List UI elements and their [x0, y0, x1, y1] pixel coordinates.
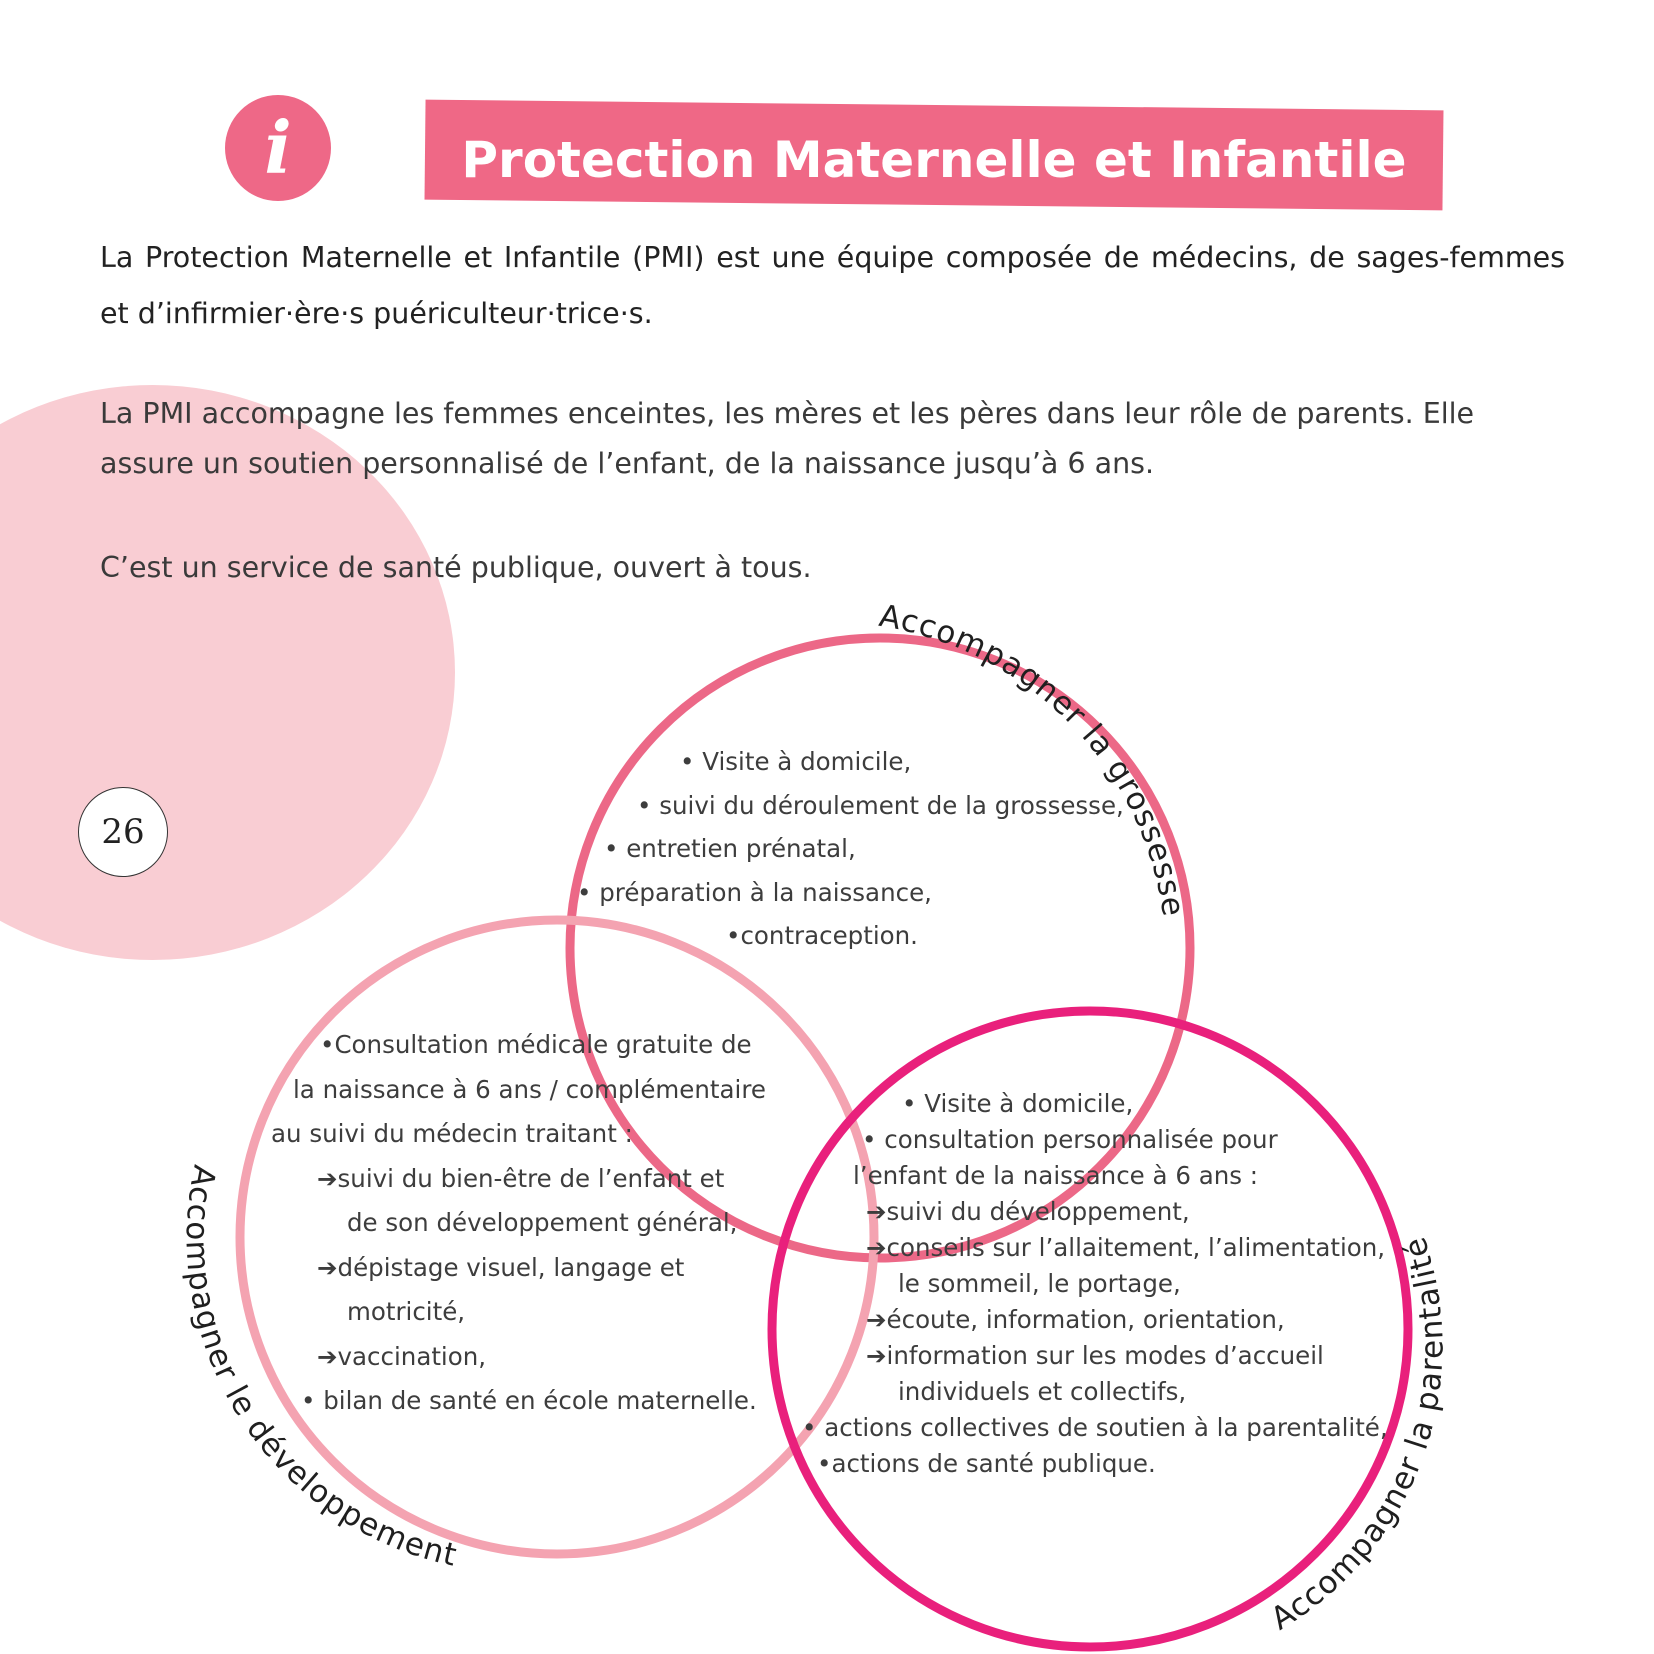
intro-paragraph-2: La PMI accompagne les femmes enceintes, les mères et les pères dans leur rôle de parents. Elle assure un soutien personnalisé de l’enfant, de la naissance jusqu’à 6 ans.	[100, 397, 1475, 480]
list-item: la naissance à 6 ans / complémentaire	[293, 1074, 766, 1104]
list-item: ➔vaccination,	[317, 1341, 487, 1371]
list-item: le sommeil, le portage,	[898, 1269, 1181, 1298]
list-item: ➔suivi du développement,	[866, 1197, 1190, 1226]
list-item: •Consultation médicale gratuite de	[320, 1030, 752, 1059]
list-item: ➔dépistage visuel, langage et	[317, 1252, 685, 1282]
list-item: • entretien prénatal,	[604, 834, 856, 863]
list-item: • Visite à domicile,	[902, 1089, 1134, 1118]
list-item: ➔information sur les modes d’accueil	[866, 1341, 1324, 1370]
list-item: • Visite à domicile,	[680, 747, 912, 776]
list-grossesse	[0, 740, 1124, 958]
intro-paragraph-3: C’est un service de santé publique, ouvert à tous.	[100, 551, 812, 584]
list-item: motricité,	[347, 1297, 466, 1326]
list-item: au suivi du médecin traitant :	[271, 1119, 633, 1148]
page-title: Protection Maternelle et Infantile	[461, 131, 1407, 189]
list-item: • actions collectives de soutien à la parentalité,	[802, 1413, 1388, 1442]
label-parentalite: Accompagner la parentalité	[1264, 1232, 1451, 1638]
info-icon: i	[225, 95, 331, 201]
intro-paragraph-1: La Protection Maternelle et Infantile (PMI) est une équipe composée de médecins, de sages-femmes et d’infirmier·ère·s puériculteur·trice·s.	[100, 241, 1565, 330]
list-item: individuels et collectifs,	[898, 1377, 1187, 1406]
page-number: 26	[78, 787, 168, 877]
list-item: l’enfant de la naissance à 6 ans :	[853, 1161, 1259, 1190]
list-item: • consultation personnalisée pour	[862, 1125, 1278, 1154]
list-item: •contraception.	[726, 921, 918, 950]
label-grossesse: Accompagner la grossesse	[876, 597, 1192, 920]
list-parentalite	[0, 1086, 1388, 1482]
list-item: de son développement général,	[347, 1208, 738, 1237]
list-item: • bilan de santé en école maternelle.	[301, 1386, 757, 1415]
label-developpement: Accompagner le développement	[178, 1162, 461, 1574]
list-item: • suivi du déroulement de la grossesse,	[637, 790, 1124, 820]
list-item: • préparation à la naissance,	[577, 877, 932, 907]
list-item: ➔écoute, information, orientation,	[866, 1305, 1285, 1334]
list-item: ➔conseils sur l’allaitement, l’alimentation,	[866, 1233, 1386, 1262]
list-item: •actions de santé publique.	[817, 1449, 1156, 1478]
list-item: ➔suivi du bien-être de l’enfant et	[317, 1163, 725, 1193]
